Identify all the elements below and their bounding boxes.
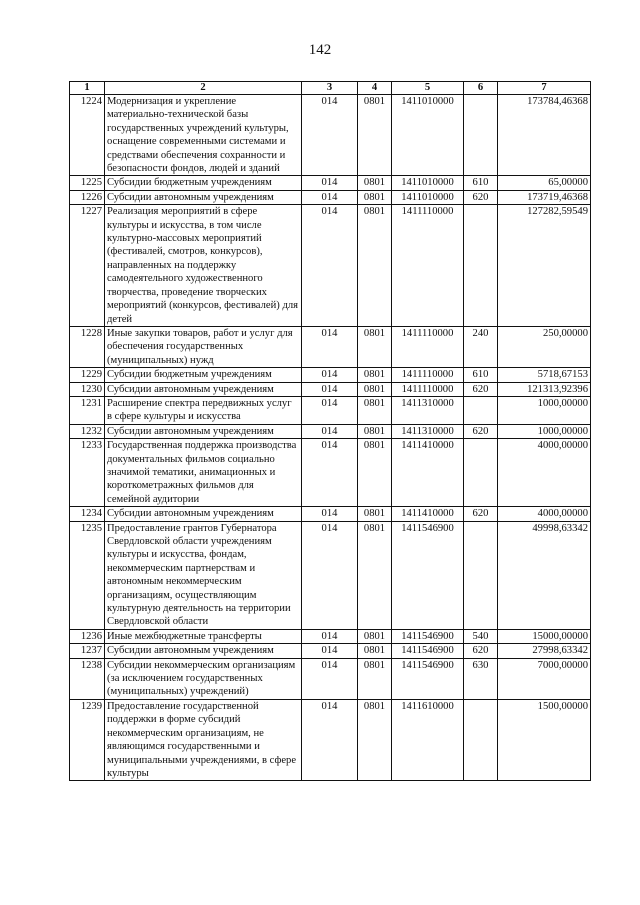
expense-type-code: 620: [464, 424, 498, 438]
expense-type-code: 620: [464, 190, 498, 204]
expense-type-code: 620: [464, 507, 498, 521]
column-header: 4: [358, 82, 392, 95]
row-number: 1224: [70, 95, 105, 176]
section-code: 0801: [358, 629, 392, 643]
row-description: Субсидии бюджетным учреждениям: [105, 176, 302, 190]
row-number: 1228: [70, 326, 105, 367]
target-article-code: 1411110000: [392, 205, 464, 327]
table-row: [70, 326, 591, 367]
table-row: [70, 644, 591, 658]
row-description: Субсидии автономным учреждениям: [105, 190, 302, 204]
department-code: 014: [302, 629, 358, 643]
department-code: 014: [302, 368, 358, 382]
row-description: Иные закупки товаров, работ и услуг для обеспечения государственных (муниципальных) нужд: [105, 326, 302, 367]
row-description: Расширение спектра передвижных услуг в сфере культуры и искусства: [105, 396, 302, 424]
column-header: 2: [105, 82, 302, 95]
table-row: [70, 699, 591, 780]
row-number: 1233: [70, 439, 105, 507]
table-row: [70, 396, 591, 424]
target-article-code: 1411410000: [392, 507, 464, 521]
expense-type-code: [464, 521, 498, 629]
expense-type-code: 610: [464, 176, 498, 190]
row-description: Субсидии бюджетным учреждениям: [105, 368, 302, 382]
amount: 4000,00000: [498, 507, 591, 521]
row-description: Государственная поддержка производства документальных фильмов социально значимой тематики, анимационных и короткометражных фильмов для семейной аудитории: [105, 439, 302, 507]
department-code: 014: [302, 644, 358, 658]
section-code: 0801: [358, 658, 392, 699]
expense-type-code: [464, 439, 498, 507]
target-article-code: 1411546900: [392, 658, 464, 699]
section-code: 0801: [358, 382, 392, 396]
amount: 15000,00000: [498, 629, 591, 643]
amount: 4000,00000: [498, 439, 591, 507]
target-article-code: 1411110000: [392, 326, 464, 367]
department-code: 014: [302, 521, 358, 629]
department-code: 014: [302, 439, 358, 507]
amount: 5718,67153: [498, 368, 591, 382]
table-row: [70, 629, 591, 643]
column-header: 1: [70, 82, 105, 95]
table-row: [70, 205, 591, 327]
amount: 250,00000: [498, 326, 591, 367]
table-body: [70, 95, 591, 781]
table-row: [70, 190, 591, 204]
section-code: 0801: [358, 326, 392, 367]
target-article-code: 1411410000: [392, 439, 464, 507]
row-description: Субсидии автономным учреждениям: [105, 507, 302, 521]
expense-type-code: [464, 95, 498, 176]
department-code: 014: [302, 205, 358, 327]
row-number: 1227: [70, 205, 105, 327]
row-description: Предоставление грантов Губернатора Свердловской области учреждениям культуры и искусства, фондам, некоммерческим партнерствам и автономным некоммерческим организациям, осуществляющим культурную деятельность на территории Свердловской области: [105, 521, 302, 629]
row-description: Субсидии автономным учреждениям: [105, 424, 302, 438]
row-number: 1231: [70, 396, 105, 424]
department-code: 014: [302, 326, 358, 367]
table-row: [70, 439, 591, 507]
amount: 127282,59549: [498, 205, 591, 327]
row-description: Субсидии автономным учреждениям: [105, 644, 302, 658]
expense-type-code: 630: [464, 658, 498, 699]
section-code: 0801: [358, 507, 392, 521]
table-row: [70, 95, 591, 176]
amount: 1500,00000: [498, 699, 591, 780]
table-row: [70, 658, 591, 699]
expense-type-code: 620: [464, 382, 498, 396]
target-article-code: 1411310000: [392, 424, 464, 438]
amount: 49998,63342: [498, 521, 591, 629]
amount: 121313,92396: [498, 382, 591, 396]
table-header-row: [70, 82, 591, 95]
expense-type-code: 610: [464, 368, 498, 382]
target-article-code: 1411610000: [392, 699, 464, 780]
row-number: 1235: [70, 521, 105, 629]
target-article-code: 1411110000: [392, 368, 464, 382]
column-header: 3: [302, 82, 358, 95]
row-number: 1232: [70, 424, 105, 438]
column-header: 7: [498, 82, 591, 95]
department-code: 014: [302, 190, 358, 204]
section-code: 0801: [358, 95, 392, 176]
amount: 173719,46368: [498, 190, 591, 204]
row-number: 1230: [70, 382, 105, 396]
department-code: 014: [302, 658, 358, 699]
row-description: Модернизация и укрепление материально-технической базы государственных учреждений культуры, оснащение современными системами и средствами обеспечения сохранности и безопасности фондов, людей и зданий: [105, 95, 302, 176]
row-number: 1236: [70, 629, 105, 643]
section-code: 0801: [358, 190, 392, 204]
target-article-code: 1411546900: [392, 629, 464, 643]
amount: 173784,46368: [498, 95, 591, 176]
row-description: Субсидии некоммерческим организациям (за исключением государственных (муниципальных) учреждений): [105, 658, 302, 699]
table-row: [70, 176, 591, 190]
target-article-code: 1411010000: [392, 95, 464, 176]
department-code: 014: [302, 382, 358, 396]
amount: 65,00000: [498, 176, 591, 190]
section-code: 0801: [358, 396, 392, 424]
row-number: 1234: [70, 507, 105, 521]
section-code: 0801: [358, 439, 392, 507]
department-code: 014: [302, 95, 358, 176]
table-row: [70, 368, 591, 382]
section-code: 0801: [358, 205, 392, 327]
section-code: 0801: [358, 368, 392, 382]
column-header: 5: [392, 82, 464, 95]
department-code: 014: [302, 507, 358, 521]
expense-type-code: [464, 205, 498, 327]
amount: 7000,00000: [498, 658, 591, 699]
expense-type-code: 620: [464, 644, 498, 658]
table-row: [70, 521, 591, 629]
table-row: [70, 507, 591, 521]
target-article-code: 1411310000: [392, 396, 464, 424]
expense-type-code: [464, 396, 498, 424]
expense-type-code: [464, 699, 498, 780]
department-code: 014: [302, 396, 358, 424]
target-article-code: 1411010000: [392, 176, 464, 190]
row-description: Иные межбюджетные трансферты: [105, 629, 302, 643]
row-number: 1226: [70, 190, 105, 204]
department-code: 014: [302, 424, 358, 438]
target-article-code: 1411110000: [392, 382, 464, 396]
row-description: Реализация мероприятий в сфере культуры и искусства, в том числе культурно-массовых мероприятий (фестивалей, смотров, конкурсов), направленных на поддержку самодеятельного художественного творчества, проведение творческих мероприятий (конкурсов, фестивалей) для детей: [105, 205, 302, 327]
row-number: 1229: [70, 368, 105, 382]
row-number: 1237: [70, 644, 105, 658]
expense-type-code: 540: [464, 629, 498, 643]
row-description: Предоставление государственной поддержки в форме субсидий некоммерческим организациям, не являющимся государственными и муниципальными учреждениями, в сфере культуры: [105, 699, 302, 780]
expense-type-code: 240: [464, 326, 498, 367]
department-code: 014: [302, 699, 358, 780]
row-number: 1238: [70, 658, 105, 699]
section-code: 0801: [358, 644, 392, 658]
table-row: [70, 424, 591, 438]
page-number: 142: [308, 42, 332, 58]
table-row: [70, 382, 591, 396]
target-article-code: 1411010000: [392, 190, 464, 204]
amount: 1000,00000: [498, 424, 591, 438]
row-number: 1225: [70, 176, 105, 190]
section-code: 0801: [358, 424, 392, 438]
department-code: 014: [302, 176, 358, 190]
column-header: 6: [464, 82, 498, 95]
row-description: Субсидии автономным учреждениям: [105, 382, 302, 396]
row-number: 1239: [70, 699, 105, 780]
amount: 27998,63342: [498, 644, 591, 658]
section-code: 0801: [358, 699, 392, 780]
target-article-code: 1411546900: [392, 644, 464, 658]
section-code: 0801: [358, 176, 392, 190]
section-code: 0801: [358, 521, 392, 629]
target-article-code: 1411546900: [392, 521, 464, 629]
amount: 1000,00000: [498, 396, 591, 424]
budget-table: [69, 81, 591, 781]
